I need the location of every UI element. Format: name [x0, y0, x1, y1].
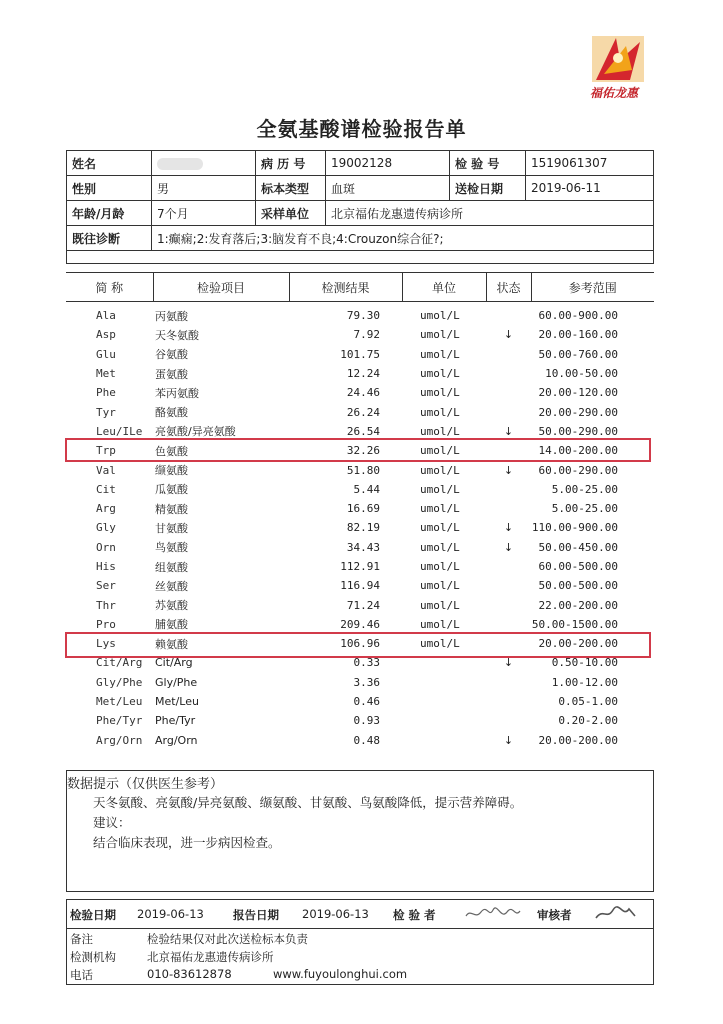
- abbr-cell: Val: [96, 463, 116, 477]
- result-row: [66, 402, 654, 421]
- result-row: [66, 325, 654, 344]
- abbr-cell: Cit: [96, 482, 116, 496]
- tester-signature: [463, 904, 523, 924]
- name-label: 姓名: [67, 151, 152, 176]
- status-cell: ↓: [503, 463, 514, 477]
- item-cell: 丙氨酸: [155, 309, 188, 323]
- status-cell: [486, 402, 531, 421]
- item-cell: 组氨酸: [155, 560, 188, 574]
- item-cell: Met/Leu: [155, 695, 199, 709]
- result-row: [66, 673, 654, 692]
- status-cell: [486, 557, 531, 576]
- item-cell: 精氨酸: [155, 502, 188, 516]
- unit-cell: umol/L: [420, 521, 460, 535]
- redacted-name: [157, 158, 203, 170]
- send-date-label: 送检日期: [450, 176, 526, 201]
- value-cell: 34.43: [346, 540, 380, 554]
- result-row: [66, 460, 654, 479]
- report-footer: [66, 899, 654, 985]
- sex-value: 男: [152, 176, 256, 201]
- unit-cell: umol/L: [420, 598, 460, 612]
- diagnosis-label: 既往诊断: [67, 226, 152, 251]
- test-no-value: 1519061307: [526, 151, 654, 176]
- ref-cell: 5.00-25.00: [551, 502, 618, 516]
- abbr-cell: Orn: [96, 540, 116, 554]
- item-cell: 蛋氨酸: [155, 367, 188, 381]
- value-cell: 5.44: [353, 482, 380, 496]
- ref-cell: 1.00-12.00: [551, 675, 618, 689]
- status-cell: [486, 576, 531, 595]
- result-row: [66, 711, 654, 730]
- item-cell: 甘氨酸: [155, 521, 188, 535]
- value-cell: 26.24: [346, 405, 380, 419]
- abbr-cell: Lys: [96, 637, 116, 651]
- result-row: [66, 480, 654, 499]
- item-cell: 亮氨酸/异亮氨酸: [155, 425, 236, 439]
- ref-cell: 50.00-760.00: [538, 347, 618, 361]
- item-cell: 苏氨酸: [155, 599, 188, 613]
- item-cell: 缬氨酸: [155, 464, 188, 478]
- unit-cell: umol/L: [420, 579, 460, 593]
- diagnosis-value: 1:癫痫;2:发育落后;3:脑发育不良;4:Crouzon综合征?;: [152, 226, 654, 251]
- value-cell: 0.48: [353, 733, 380, 747]
- unit-cell: [402, 731, 486, 750]
- status-cell: ↓: [503, 733, 514, 747]
- result-row: [66, 499, 654, 518]
- value-cell: 26.54: [346, 424, 380, 438]
- status-cell: [486, 480, 531, 499]
- value-cell: 3.36: [353, 675, 380, 689]
- abbr-cell: Cit/Arg: [96, 656, 143, 670]
- unit-cell: umol/L: [420, 540, 460, 554]
- abbr-cell: Asp: [96, 328, 116, 342]
- item-cell: 赖氨酸: [155, 637, 188, 651]
- unit-cell: [402, 673, 486, 692]
- data-tips-box: [66, 770, 654, 892]
- highlight-trp-row: [65, 438, 651, 462]
- value-cell: 7.92: [353, 328, 380, 342]
- ref-cell: 50.00-1500.00: [531, 617, 618, 631]
- unit-cell: umol/L: [420, 463, 460, 477]
- org-value: 北京福佑龙惠遗传病诊所: [147, 950, 274, 964]
- reviewer-label: 审核者: [537, 908, 572, 922]
- status-cell: ↓: [503, 540, 514, 554]
- status-cell: ↓: [503, 521, 514, 535]
- highlight-lys-row: [65, 632, 651, 658]
- clinic-logo: [586, 30, 650, 102]
- result-row: [66, 576, 654, 595]
- report-date-value: 2019-06-13: [302, 907, 369, 921]
- unit-cell: umol/L: [420, 405, 460, 419]
- status-cell: [486, 302, 531, 326]
- ref-cell: 60.00-290.00: [538, 463, 618, 477]
- ref-cell: 5.00-25.00: [551, 482, 618, 496]
- result-row: [66, 557, 654, 576]
- col-header-abbr: 简 称: [66, 273, 153, 302]
- item-cell: 色氨酸: [155, 444, 188, 458]
- value-cell: 32.26: [346, 444, 380, 458]
- unit-cell: umol/L: [420, 309, 460, 323]
- value-cell: 24.46: [346, 386, 380, 400]
- value-cell: 0.93: [353, 714, 380, 728]
- value-cell: 51.80: [346, 463, 380, 477]
- ref-cell: 110.00-900.00: [531, 521, 618, 535]
- result-row: [66, 383, 654, 402]
- status-cell: ↓: [503, 328, 514, 342]
- patient-info-table: [66, 150, 654, 264]
- result-row: [66, 364, 654, 383]
- status-cell: ↓: [503, 656, 514, 670]
- result-row: [66, 345, 654, 364]
- note-label: 备注: [70, 932, 93, 946]
- ref-cell: 22.00-200.00: [538, 598, 618, 612]
- unit-cell: umol/L: [420, 328, 460, 342]
- ref-cell: 20.00-200.00: [538, 733, 618, 747]
- sample-type-label: 标本类型: [256, 176, 326, 201]
- status-cell: [486, 499, 531, 518]
- result-row: [66, 518, 654, 537]
- col-header-ref: 参考范围: [531, 273, 654, 302]
- send-date-value: 2019-06-11: [526, 176, 654, 201]
- value-cell: 82.19: [346, 521, 380, 535]
- status-cell: [486, 673, 531, 692]
- abbr-cell: Arg/Orn: [96, 733, 143, 747]
- status-cell: [486, 345, 531, 364]
- tips-line1: 天冬氨酸、亮氨酸/异亮氨酸、缬氨酸、甘氨酸、鸟氨酸降低，提示营养障碍。: [93, 795, 523, 810]
- item-cell: 苯丙氨酸: [155, 386, 199, 400]
- unit-cell: [402, 711, 486, 730]
- name-value: [152, 151, 256, 176]
- logo-text: 福佑龙惠: [590, 86, 639, 100]
- ref-cell: 50.00-290.00: [538, 424, 618, 438]
- abbr-cell: Trp: [96, 444, 116, 458]
- item-cell: 脯氨酸: [155, 618, 188, 632]
- tips-advice-label: 建议：: [93, 815, 131, 830]
- value-cell: 209.46: [340, 617, 380, 631]
- result-row: [66, 302, 654, 326]
- abbr-cell: Thr: [96, 598, 116, 612]
- abbr-cell: Gly: [96, 521, 116, 535]
- website: www.fuyoulonghui.com: [273, 967, 408, 981]
- abbr-cell: Phe: [96, 386, 116, 400]
- tester-label: 检 验 者: [393, 908, 436, 922]
- unit-cell: umol/L: [420, 424, 460, 438]
- results-body: [66, 302, 654, 750]
- ref-cell: 60.00-900.00: [538, 309, 618, 323]
- unit-cell: [402, 692, 486, 711]
- ref-cell: 14.00-200.00: [538, 444, 618, 458]
- unit-cell: umol/L: [420, 444, 460, 458]
- ref-cell: 0.50-10.00: [551, 656, 618, 670]
- ref-cell: 20.00-120.00: [538, 386, 618, 400]
- value-cell: 112.91: [340, 560, 380, 573]
- status-cell: [486, 595, 531, 614]
- value-cell: 71.24: [346, 598, 380, 612]
- unit-cell: umol/L: [420, 367, 460, 381]
- status-cell: ↓: [503, 424, 514, 438]
- ref-cell: 0.20-2.00: [558, 714, 618, 728]
- record-no-value: 19002128: [326, 151, 450, 176]
- col-header-item: 检验项目: [153, 273, 289, 302]
- result-row: [66, 538, 654, 557]
- value-cell: 79.30: [346, 309, 380, 323]
- sex-label: 性别: [67, 176, 152, 201]
- status-cell: [486, 383, 531, 402]
- unit-cell: umol/L: [420, 637, 460, 651]
- ref-cell: 10.00-50.00: [545, 367, 618, 381]
- tips-heading: 数据提示（仅供医生参考）: [67, 777, 224, 792]
- age-value: 7个月: [152, 201, 256, 226]
- abbr-cell: Arg: [96, 502, 116, 516]
- abbr-cell: Ser: [96, 579, 116, 593]
- item-cell: Arg/Orn: [155, 733, 198, 747]
- ref-cell: 50.00-450.00: [538, 540, 618, 554]
- ref-cell: 20.00-200.00: [538, 637, 618, 651]
- unit-cell: umol/L: [420, 386, 460, 400]
- results-table: [66, 272, 654, 750]
- sample-unit-label: 采样单位: [256, 201, 326, 226]
- test-no-label: 检 验 号: [450, 151, 526, 176]
- value-cell: 0.46: [353, 695, 380, 709]
- org-label: 检测机构: [70, 950, 116, 964]
- value-cell: 12.24: [346, 367, 380, 381]
- abbr-cell: Tyr: [96, 405, 116, 419]
- report-date-label: 报告日期: [233, 908, 279, 922]
- status-cell: [486, 364, 531, 383]
- phone-value: 010-83612878: [147, 967, 232, 981]
- status-cell: [486, 711, 531, 730]
- abbr-cell: Glu: [96, 347, 116, 361]
- value-cell: 106.96: [340, 637, 380, 651]
- phone-label: 电话: [70, 968, 93, 982]
- col-header-value: 检测结果: [289, 273, 402, 302]
- abbr-cell: His: [96, 560, 116, 573]
- item-cell: 谷氨酸: [155, 348, 188, 362]
- unit-cell: umol/L: [420, 347, 460, 361]
- abbr-cell: Met/Leu: [96, 695, 143, 709]
- abbr-cell: Ala: [96, 309, 116, 323]
- col-header-unit: 单位: [402, 273, 486, 302]
- result-row: [66, 692, 654, 711]
- ref-cell: 20.00-290.00: [538, 405, 618, 419]
- ref-cell: 50.00-500.00: [538, 579, 618, 593]
- report-title: 全氨基酸谱检验报告单: [256, 117, 467, 141]
- result-row: [66, 731, 654, 750]
- item-cell: 酪氨酸: [155, 406, 188, 420]
- record-no-label: 病 历 号: [256, 151, 326, 176]
- status-cell: [486, 692, 531, 711]
- ref-cell: 60.00-500.00: [538, 560, 618, 573]
- unit-cell: umol/L: [420, 482, 460, 496]
- item-cell: 瓜氨酸: [155, 483, 188, 497]
- ref-cell: 0.05-1.00: [558, 695, 618, 709]
- abbr-cell: Leu/ILe: [96, 424, 143, 438]
- col-header-status: 状态: [486, 273, 531, 302]
- abbr-cell: Met: [96, 367, 116, 381]
- item-cell: Phe/Tyr: [155, 714, 196, 728]
- value-cell: 101.75: [340, 347, 380, 361]
- value-cell: 116.94: [340, 579, 380, 593]
- abbr-cell: Phe/Tyr: [96, 714, 143, 728]
- abbr-cell: Gly/Phe: [96, 675, 143, 689]
- unit-cell: umol/L: [420, 502, 460, 516]
- value-cell: 16.69: [346, 502, 380, 516]
- item-cell: 天冬氨酸: [155, 328, 199, 342]
- item-cell: 丝氨酸: [155, 579, 188, 593]
- blank-row: [67, 251, 654, 264]
- abbr-cell: Pro: [96, 617, 116, 631]
- item-cell: 鸟氨酸: [155, 541, 188, 555]
- sample-unit-value: 北京福佑龙惠遗传病诊所: [326, 201, 654, 226]
- unit-cell: umol/L: [420, 617, 460, 631]
- result-row: [66, 595, 654, 614]
- ref-cell: 20.00-160.00: [538, 328, 618, 342]
- test-date-label: 检验日期: [70, 908, 116, 922]
- unit-cell: umol/L: [420, 560, 460, 573]
- sample-type-value: 血斑: [326, 176, 450, 201]
- item-cell: Cit/Arg: [155, 656, 193, 670]
- item-cell: Gly/Phe: [155, 675, 198, 689]
- age-label: 年龄/月龄: [67, 201, 152, 226]
- test-date-value: 2019-06-13: [137, 907, 204, 921]
- note-value: 检验结果仅对此次送检标本负责: [147, 932, 308, 946]
- reviewer-signature: [593, 904, 639, 924]
- value-cell: 0.33: [353, 656, 380, 670]
- tips-advice: 结合临床表现，进一步病因检查。: [93, 835, 281, 850]
